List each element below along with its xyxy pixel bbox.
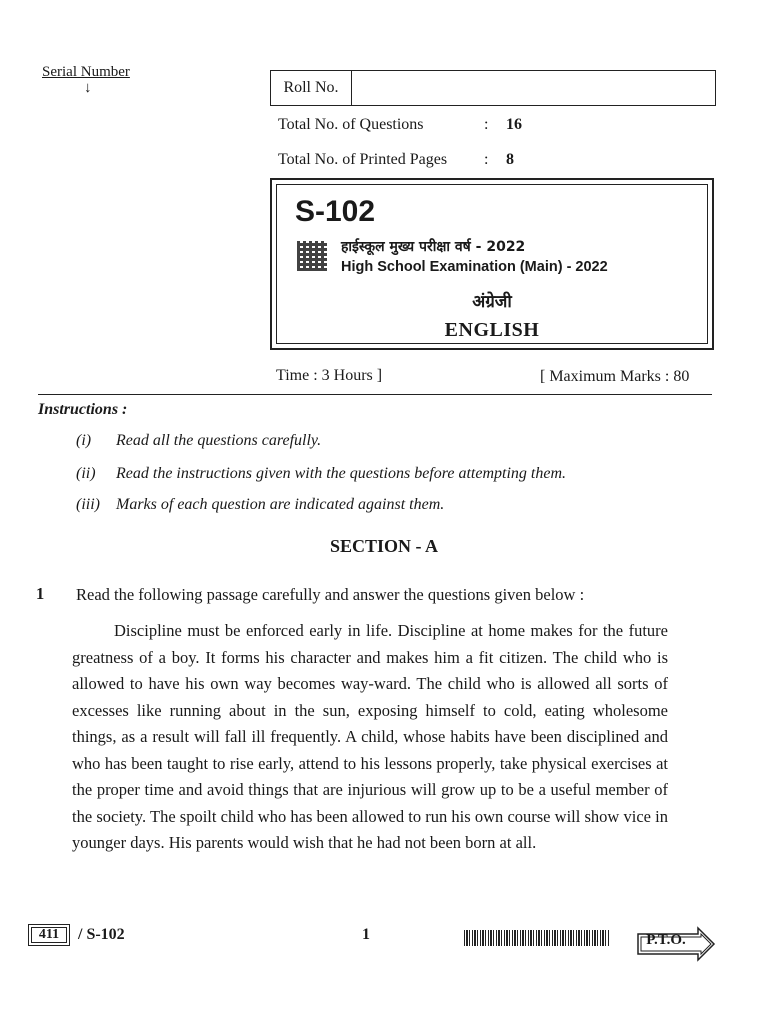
instruction-item [76, 465, 566, 483]
down-arrow-icon: ↓ [84, 80, 92, 96]
instruction-number: (ii) [76, 465, 96, 482]
divider [38, 394, 712, 395]
instruction-text: Read all the questions carefully. [116, 432, 322, 449]
time-allowed: Time : 3 Hours ] [276, 367, 383, 384]
passage-text: Discipline must be enforced early in life. Discipline at home makes for the future greatness of a boy. It forms his character and makes him a fit citizen. The child who is allowed to have his own way becomes way-ward. The child who is allowed all sorts of excesses like running about in the sun, exposing himself to cold, eating wholesome things, as a result will fall ill frequently. A child, whose habits have been disciplined and who has been taught to rise early, attend to his lessons properly, take physical exercises at the proper time and avoid things that are injurious will grow up to be a useful member of the society. The spoilt child who has been allowed to run his own course will show vice in younger days. His parents would wish that he had not been born at all. [72, 621, 668, 852]
instruction-item [76, 432, 321, 450]
pto-arrow [636, 926, 716, 962]
serial-number-label: Serial Number [42, 64, 130, 80]
exam-title-english: High School Examination (Main) - 2022 [341, 259, 608, 275]
pto-label: P.T.O. [646, 932, 686, 948]
subject-english: ENGLISH [444, 319, 540, 341]
paper-header-box [270, 178, 714, 350]
instruction-number: (i) [76, 432, 92, 449]
footer-box-code: 411 [31, 927, 67, 943]
instruction-item [76, 496, 444, 514]
paper-code: S-102 [295, 195, 376, 228]
total-pages-label: Total No. of Printed Pages [278, 151, 448, 168]
roll-number-label: Roll No. [271, 71, 352, 105]
footer-paper-code: / S-102 [78, 926, 125, 943]
section-title: SECTION - A [329, 536, 439, 556]
question-number: 1 [36, 584, 45, 603]
barcode-icon [464, 930, 610, 946]
exam-title-hindi: हाईस्कूल मुख्य परीक्षा वर्ष - 2022 [341, 239, 526, 255]
page-number: 1 [362, 926, 370, 943]
total-questions-value: 16 [506, 116, 522, 133]
roll-number-box[interactable] [270, 70, 716, 106]
qr-code-icon [297, 241, 327, 271]
total-pages-row [278, 151, 514, 169]
total-questions-row [278, 116, 522, 134]
instruction-number: (iii) [76, 496, 100, 513]
subject-hindi: अंग्रेजी [472, 292, 512, 312]
total-pages-value: 8 [506, 151, 514, 168]
footer-code-box [28, 924, 70, 946]
instructions-heading: Instructions : [38, 401, 128, 418]
instruction-text: Marks of each question are indicated against them. [116, 496, 445, 513]
colon: : [484, 116, 489, 133]
colon: : [484, 151, 489, 168]
reading-passage [72, 618, 668, 857]
instruction-text: Read the instructions given with the questions before attempting them. [116, 465, 567, 482]
question-text: Read the following passage carefully and answer the questions given below : [76, 585, 585, 604]
maximum-marks: [ Maximum Marks : 80 [540, 368, 690, 385]
total-questions-label: Total No. of Questions [278, 116, 424, 133]
